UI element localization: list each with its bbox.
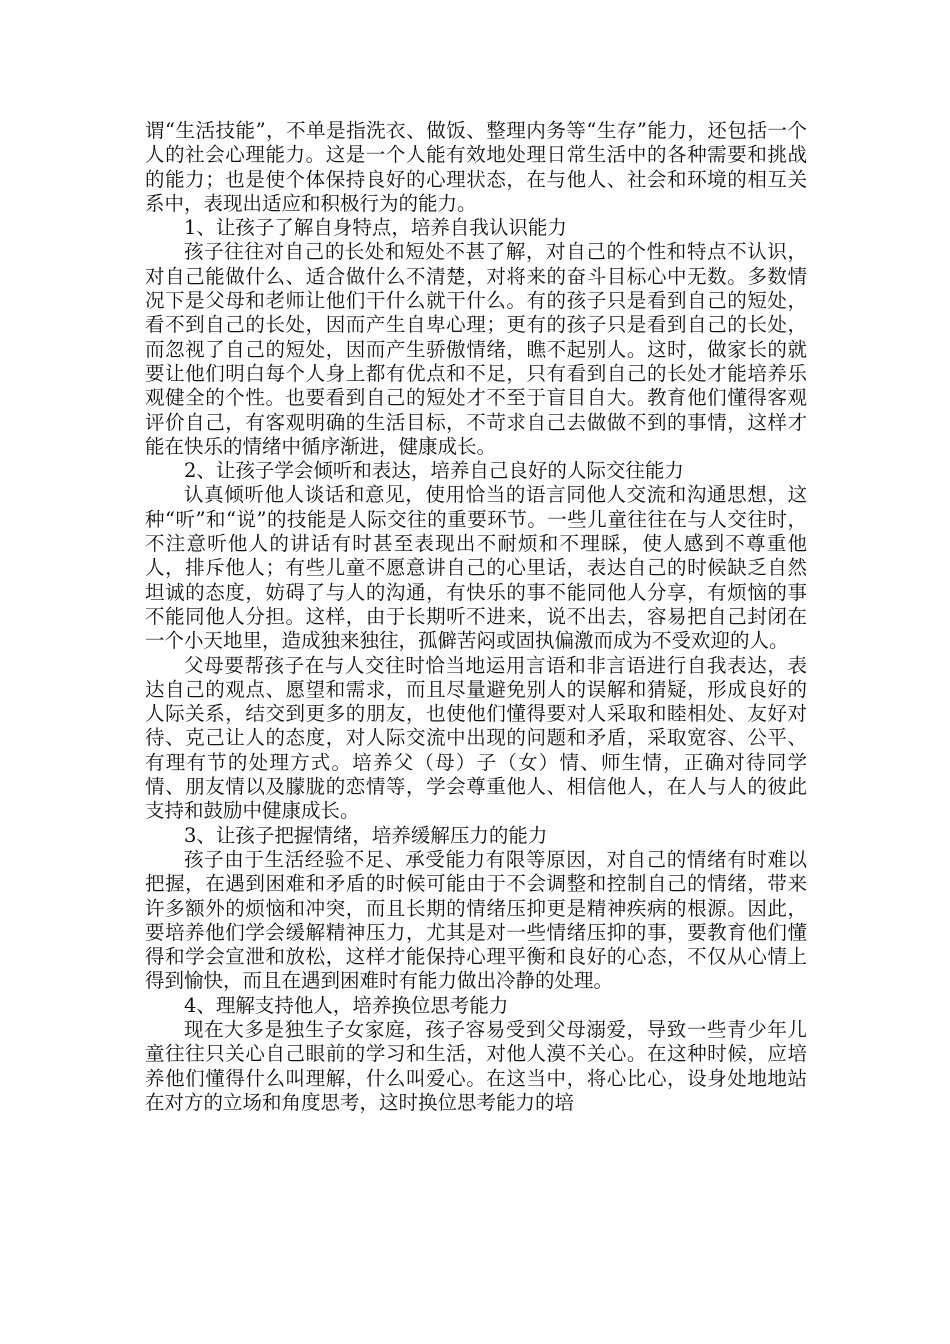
paragraph-self-awareness: 孩子往往对自己的长处和短处不甚了解，对自己的个性和特点不认识，对自己能做什么、适合做什么不清楚，对将来的奋斗目标心中无数。多数情况下是父母和老师让他们干什么就干什么。有的孩子只是看到自己的短处，看不到自己的长处，因而产生自卑心理；更有的孩子只是看到自己的长处，而忽视了自己的短处，因而产生骄傲情绪，瞧不起别人。这时，做家长的就要让他们明白每个人身上都有优点和不足，只有看到自己的长处才能培养乐观健全的个性。也要看到自己的短处才不至于盲目自大。教育他们懂得客观评价自己，有客观明确的生活目标，不苛求自己去做做不到的事情，这样才能在快乐的情绪中循序渐进，健康成长。 xyxy=(145,240,807,458)
paragraph-intro: 谓“生活技能”，不单是指洗衣、做饭、整理内务等“生存”能力，还包括一个人的社会心理能力。这是一个人能有效地处理日常生活中的各种需要和挑战的能力；也是使个体保持良好的心理状态，在与他人、社会和环境的相互关系中，表现出适应和积极行为的能力。 xyxy=(145,119,807,215)
paragraph-expression: 父母要帮孩子在与人交往时恰当地运用言语和非言语进行自我表达，表达自己的观点、愿望和需求，而且尽量避免别人的误解和猜疑，形成良好的人际关系，结交到更多的朋友，也使他们懂得要对人采取和睦相处、友好对待、克己让人的态度，对人际交流中出现的问题和矛盾，采取宽容、公平、有理有节的处理方式。培养父（母）子（女）情、师生情，正确对待同学情、朋友情以及朦胧的恋情等，学会尊重他人、相信他人，在人与人的彼此支持和鼓励中健康成长。 xyxy=(145,653,807,823)
paragraph-listening: 认真倾听他人谈话和意见，使用恰当的语言同他人交流和沟通思想，这种“听”和“说”的技能是人际交往的重要环节。一些儿童往往在与人交往时，不注意听他人的讲话有时甚至表现出不耐烦和不理睬，使人感到不尊重他人，排斥他人；有些儿童不愿意讲自己的心里话，表达自己的时候缺乏自然坦诚的态度，妨碍了与人的沟通，有快乐的事不能同他人分享，有烦恼的事不能同他人分担。这样，由于长期听不进来，说不出去，容易把自己封闭在一个小天地里，造成独来独往，孤僻苦闷或固执偏激而成为不受欢迎的人。 xyxy=(145,483,807,653)
section-heading-2: 2、让孩子学会倾听和表达，培养自己良好的人际交往能力 xyxy=(184,459,684,483)
document-page xyxy=(145,119,807,1115)
paragraph-empathy: 现在大多是独生子女家庭，孩子容易受到父母溺爱，导致一些青少年儿童往往只关心自己眼前的学习和生活，对他人漠不关心。在这种时候，应培养他们懂得什么叫理解，什么叫爱心。在这当中，将心比心，设身处地地站在对方的立场和角度思考，这时换位思考能力的培 xyxy=(145,1017,807,1114)
section-heading-4: 4、理解支持他人，培养换位思考能力 xyxy=(184,993,509,1017)
paragraph-emotions: 孩子由于生活经验不足、承受能力有限等原因，对自己的情绪有时难以把握，在遇到困难和矛盾的时候可能由于不会调整和控制自己的情绪，带来许多额外的烦恼和冲突，而且长期的情绪压抑更是精神疾病的根源。因此，要培养他们学会缓解精神压力，尤其是对一些情绪压抑的事，要教育他们懂得和学会宣泄和放松，这样才能保持心理平衡和良好的心态，不仅从心情上得到愉快，而且在遇到困难时有能力做出冷静的处理。 xyxy=(145,847,807,993)
section-heading-1: 1、让孩子了解自身特点，培养自我认识能力 xyxy=(184,216,567,240)
section-heading-3: 3、让孩子把握情绪，培养缓解压力的能力 xyxy=(184,823,548,847)
